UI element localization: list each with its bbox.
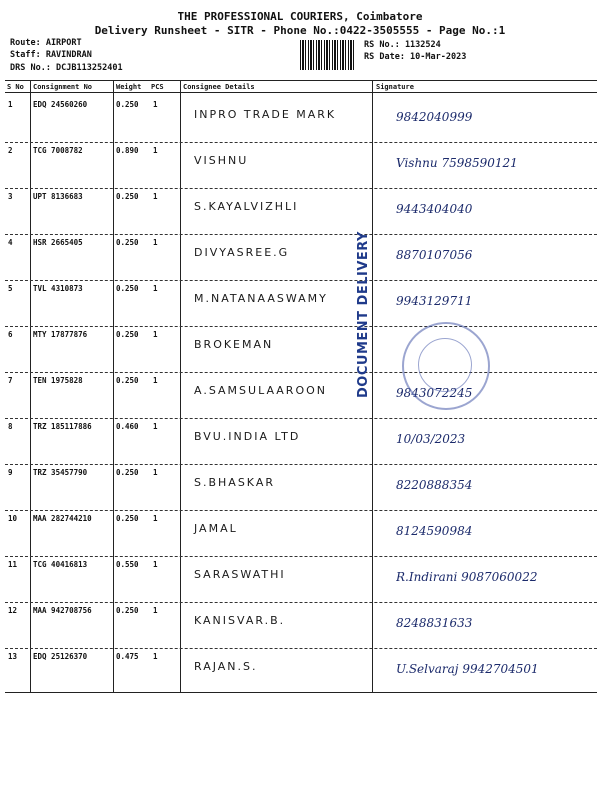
row-sno: 7	[8, 376, 13, 385]
row-separator	[5, 188, 597, 189]
row-separator	[5, 372, 597, 373]
row-signature-handwritten: 8870107056	[396, 248, 473, 262]
row-pcs: 1	[153, 422, 158, 431]
row-consignment-no: TCG 7008782	[33, 146, 83, 155]
row-sno: 10	[8, 514, 18, 523]
row-signature-handwritten: 9842040999	[396, 110, 473, 124]
row-pcs: 1	[153, 376, 158, 385]
row-consignee-handwritten: JAMAL	[194, 522, 238, 535]
row-pcs: 1	[153, 192, 158, 201]
row-pcs: 1	[153, 652, 158, 661]
row-weight: 0.475	[116, 652, 139, 661]
row-pcs: 1	[153, 100, 158, 109]
row-pcs: 1	[153, 514, 158, 523]
row-weight: 0.460	[116, 422, 139, 431]
row-consignment-no: TVL 4310873	[33, 284, 83, 293]
col-header-sno: S No	[7, 83, 24, 91]
row-consignee-handwritten: DIVYASREE.G	[194, 246, 290, 259]
row-pcs: 1	[153, 238, 158, 247]
row-separator	[5, 510, 597, 511]
round-stamp	[402, 322, 490, 410]
row-signature-handwritten: U.Selvaraj 9942704501	[396, 662, 539, 676]
row-weight: 0.250	[116, 468, 139, 477]
row-weight: 0.250	[116, 100, 139, 109]
row-consignment-no: EDQ 24560260	[33, 100, 88, 109]
row-consignee-handwritten: INPRO TRADE MARK	[194, 108, 337, 121]
row-signature-handwritten: 9843072245	[396, 386, 473, 400]
row-signature-handwritten: 9943129711	[396, 294, 473, 308]
row-sno: 4	[8, 238, 13, 247]
row-separator	[5, 556, 597, 557]
row-signature-handwritten: 8124590984	[396, 524, 473, 538]
row-separator	[5, 648, 597, 649]
row-weight: 0.890	[116, 146, 139, 155]
row-consignment-no: MTY 17877876	[33, 330, 88, 339]
barcode	[300, 40, 356, 70]
row-separator	[5, 326, 597, 327]
row-separator	[5, 142, 597, 143]
row-weight: 0.550	[116, 560, 139, 569]
row-signature-handwritten: 8248831633	[396, 616, 473, 630]
rs-date: RS Date: 10-Mar-2023	[364, 52, 467, 62]
row-consignee-handwritten: BROKEMAN	[194, 338, 274, 351]
row-consignee-handwritten: A.SAMSULAAROON	[194, 384, 327, 397]
route-label: Route: AIRPORT	[10, 38, 82, 48]
row-signature-handwritten: 10/03/2023	[396, 432, 466, 446]
row-consignment-no: MAA 942708756	[33, 606, 92, 615]
row-separator	[5, 234, 597, 235]
col-divider	[113, 80, 114, 692]
header-bottom-rule	[5, 92, 597, 93]
row-consignee-handwritten: RAJAN.S.	[194, 660, 258, 673]
row-consignee-handwritten: BVU.INDIA LTD	[194, 430, 301, 443]
row-consignment-no: UPT 8136683	[33, 192, 83, 201]
document-subtitle: Delivery Runsheet - SITR - Phone No.:0422-3505555 - Page No.:1	[94, 24, 506, 37]
row-consignee-handwritten: VISHNU	[194, 154, 249, 167]
row-consignee-handwritten: S.BHASKAR	[194, 476, 275, 489]
row-consignment-no: TEN 1975828	[33, 376, 83, 385]
document-delivery-stamp: DOCUMENT DELIVERY	[356, 231, 371, 399]
row-signature-handwritten: 9443404040	[396, 202, 473, 216]
col-header-consignee: Consignee Details	[183, 83, 255, 91]
row-consignment-no: TRZ 185117886	[33, 422, 92, 431]
row-weight: 0.250	[116, 376, 139, 385]
row-consignment-no: MAA 282744210	[33, 514, 92, 523]
col-header-consignment: Consignment No	[33, 83, 93, 91]
row-sno: 6	[8, 330, 13, 339]
row-sno: 9	[8, 468, 13, 477]
row-consignee-handwritten: M.NATANAASWAMY	[194, 292, 328, 305]
row-consignment-no: TRZ 35457790	[33, 468, 88, 477]
col-divider	[30, 80, 31, 692]
row-consignment-no: EDQ 25126370	[33, 652, 88, 661]
row-pcs: 1	[153, 468, 158, 477]
row-separator	[5, 418, 597, 419]
row-weight: 0.250	[116, 284, 139, 293]
row-signature-handwritten: Vishnu 7598590121	[396, 156, 518, 170]
table-top-rule	[5, 80, 597, 81]
row-pcs: 1	[153, 330, 158, 339]
row-sno: 13	[8, 652, 18, 661]
table-bottom-rule	[5, 692, 597, 693]
row-sno: 5	[8, 284, 13, 293]
row-weight: 0.250	[116, 238, 139, 247]
row-separator	[5, 602, 597, 603]
row-consignee-handwritten: S.KAYALVIZHLI	[194, 200, 299, 213]
drs-number: DRS No.: DCJB113252401	[10, 63, 123, 73]
row-pcs: 1	[153, 146, 158, 155]
row-signature-handwritten: R.Indirani 9087060022	[396, 570, 538, 584]
row-sno: 2	[8, 146, 13, 155]
row-sno: 3	[8, 192, 13, 201]
col-divider	[180, 80, 181, 692]
staff-label: Staff: RAVINDRAN	[10, 50, 92, 60]
rs-number: RS No.: 1132524	[364, 40, 441, 50]
col-header-signature: Signature	[376, 83, 414, 91]
row-sno: 12	[8, 606, 18, 615]
row-consignee-handwritten: KANISVAR.B.	[194, 614, 286, 627]
col-header-pcs: PCS	[151, 83, 164, 91]
row-separator	[5, 464, 597, 465]
row-pcs: 1	[153, 606, 158, 615]
row-weight: 0.250	[116, 192, 139, 201]
row-sno: 11	[8, 560, 18, 569]
row-sno: 1	[8, 100, 13, 109]
row-weight: 0.250	[116, 514, 139, 523]
row-weight: 0.250	[116, 606, 139, 615]
row-separator	[5, 280, 597, 281]
row-pcs: 1	[153, 560, 158, 569]
row-consignment-no: TCG 40416813	[33, 560, 88, 569]
col-header-weight: Weight	[116, 83, 142, 91]
row-consignment-no: HSR 2665405	[33, 238, 83, 247]
row-pcs: 1	[153, 284, 158, 293]
document-title: THE PROFESSIONAL COURIERS, Coimbatore	[177, 10, 423, 23]
row-weight: 0.250	[116, 330, 139, 339]
row-signature-handwritten: 8220888354	[396, 478, 473, 492]
row-consignee-handwritten: SARASWATHI	[194, 568, 286, 581]
row-sno: 8	[8, 422, 13, 431]
